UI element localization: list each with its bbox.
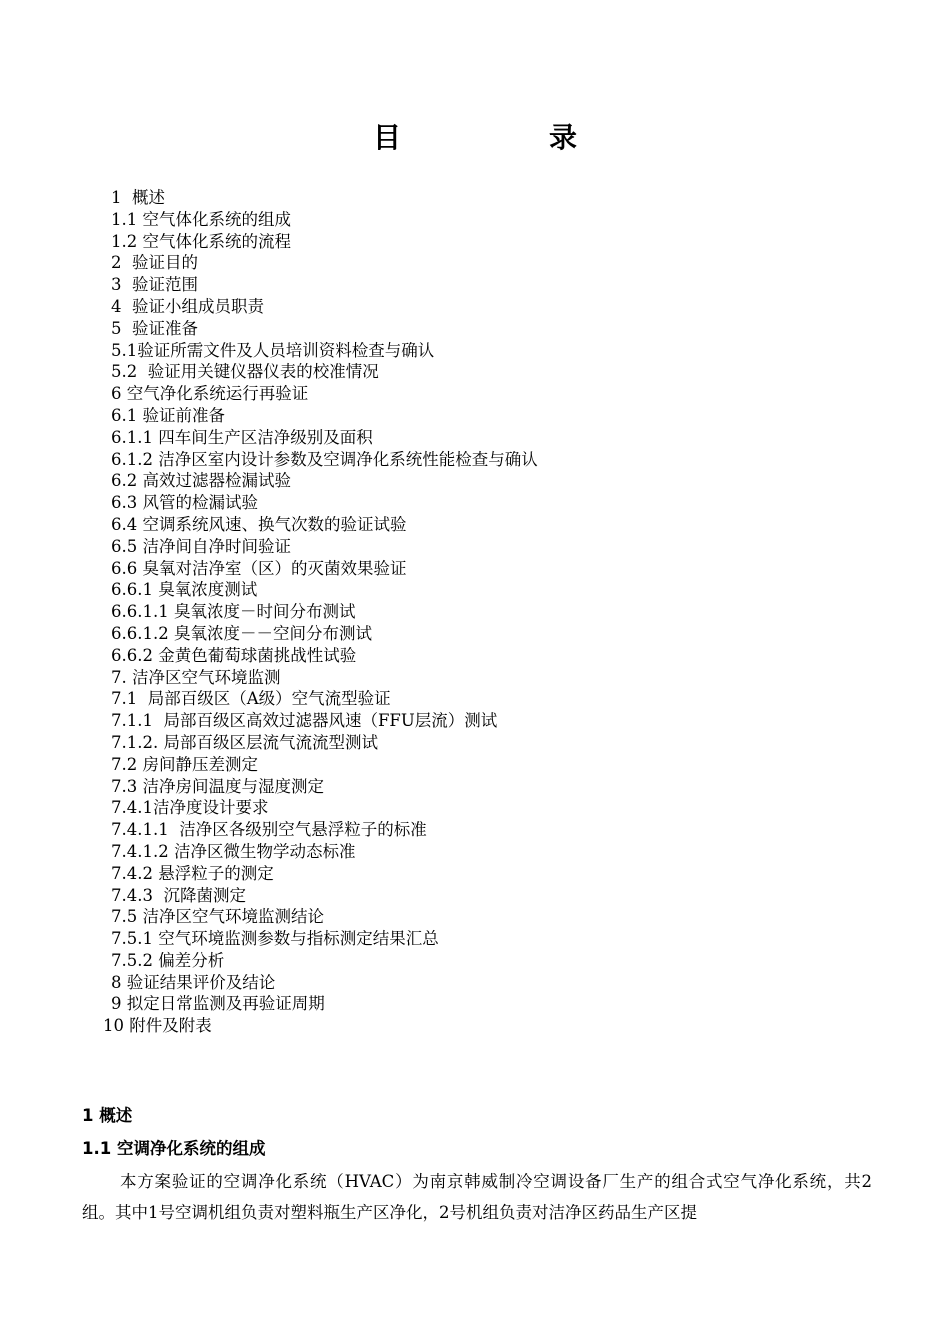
toc-entry-text: 6.1.1 四车间生产区洁净级别及面积 xyxy=(111,427,373,447)
toc-entry xyxy=(0,950,950,972)
toc-entry-text: 7.5.2 偏差分析 xyxy=(111,950,225,970)
toc-entry xyxy=(0,405,950,427)
toc-entry xyxy=(0,187,950,209)
toc-entry xyxy=(0,536,950,558)
toc-entry xyxy=(0,993,950,1015)
toc-entry-text: 5 验证准备 xyxy=(111,318,198,338)
toc-entry-text: 7.5.1 空气环境监测参数与指标测定结果汇总 xyxy=(111,929,439,949)
toc-title: 目 录 xyxy=(372,121,637,154)
toc-entry-text: 9 拟定日常监测及再验证周期 xyxy=(111,994,325,1014)
toc-entry-text: 7.4.1.1 洁净区各级别空气悬浮粒子的标准 xyxy=(111,820,427,840)
table-of-contents xyxy=(0,187,950,1037)
toc-entry xyxy=(0,449,950,471)
toc-entry xyxy=(0,972,950,994)
toc-entry-text: 1.1 空气体化系统的组成 xyxy=(111,209,291,229)
toc-entry-text: 6.3 风管的检漏试验 xyxy=(111,493,258,513)
toc-entry xyxy=(0,252,950,274)
toc-entry-text: 5.2 验证用关键仪器仪表的校准情况 xyxy=(111,362,379,382)
toc-entry-text: 7.4.1.2 洁净区微生物学动态标准 xyxy=(111,841,356,861)
toc-entry xyxy=(0,340,950,362)
toc-entry-text: 7. 洁净区空气环境监测 xyxy=(111,667,281,687)
toc-entry xyxy=(0,754,950,776)
toc-entry-text: 6.6 臭氧对洁净室（区）的灭菌效果验证 xyxy=(111,558,407,578)
toc-entry-text: 6.6.1.1 臭氧浓度－时间分布测试 xyxy=(111,602,356,622)
toc-entry xyxy=(0,579,950,601)
subsection-heading: 1.1 空调净化系统的组成 xyxy=(82,1139,266,1158)
body-paragraph: 本方案验证的空调净化系统（HVAC）为南京韩威制冷空调设备厂生产的组合式空气净化系统，共2组。其中1号空调机组负责对塑料瓶生产区净化，2号机组负责对洁净区药品生产区提 xyxy=(82,1172,872,1222)
toc-entry-text: 6.6.2 金黄色葡萄球菌挑战性试验 xyxy=(111,645,357,665)
section-heading: 1 概述 xyxy=(82,1106,133,1125)
toc-entry-text: 1 概述 xyxy=(111,188,165,207)
toc-entry xyxy=(0,427,950,449)
toc-entry xyxy=(0,906,950,928)
toc-entry xyxy=(0,863,950,885)
toc-entry-text: 7.4.2 悬浮粒子的测定 xyxy=(111,863,274,883)
toc-entry-text: 5.1验证所需文件及人员培训资料检查与确认 xyxy=(111,340,435,360)
toc-entry-text: 7.3 洁净房间温度与湿度测定 xyxy=(111,776,324,796)
toc-entry-text: 7.1.2. 局部百级区层流气流流型测试 xyxy=(111,732,378,752)
toc-entry-text: 6.1 验证前准备 xyxy=(111,405,225,425)
toc-entry-text: 7.5 洁净区空气环境监测结论 xyxy=(111,907,324,927)
toc-entry-text: 7.4.3 沉降菌测定 xyxy=(111,885,246,905)
toc-entry-text: 6.1.2 洁净区室内设计参数及空调净化系统性能检查与确认 xyxy=(111,449,538,469)
toc-entry xyxy=(0,318,950,340)
toc-entry xyxy=(0,667,950,689)
toc-entry xyxy=(0,361,950,383)
toc-entry-text: 4 验证小组成员职责 xyxy=(111,296,264,316)
toc-entry-text: 6.6.1.2 臭氧浓度－－空间分布测试 xyxy=(111,623,372,643)
toc-entry-text: 10 附件及附表 xyxy=(103,1016,212,1036)
toc-entry xyxy=(0,645,950,667)
toc-entry xyxy=(0,797,950,819)
toc-entry xyxy=(0,514,950,536)
toc-entry-text: 7.4.1洁净度设计要求 xyxy=(111,798,269,818)
toc-entry xyxy=(0,296,950,318)
toc-entry-text: 2 验证目的 xyxy=(111,253,198,273)
toc-entry xyxy=(0,231,950,253)
toc-entry-text: 1.2 空气体化系统的流程 xyxy=(111,231,291,251)
toc-entry xyxy=(0,1015,950,1037)
toc-entry xyxy=(0,383,950,405)
toc-entry xyxy=(0,841,950,863)
toc-entry-text: 7.1.1 局部百级区高效过滤器风速（FFU层流）测试 xyxy=(111,711,498,731)
toc-entry xyxy=(0,601,950,623)
toc-entry xyxy=(0,710,950,732)
toc-entry-text: 6.4 空调系统风速、换气次数的验证试验 xyxy=(111,514,407,534)
toc-entry-text: 6.5 洁净间自净时间验证 xyxy=(111,536,291,556)
toc-entry-text: 6.6.1 臭氧浓度测试 xyxy=(111,580,258,600)
toc-entry-text: 8 验证结果评价及结论 xyxy=(111,972,276,992)
toc-entry xyxy=(0,209,950,231)
toc-entry xyxy=(0,688,950,710)
toc-entry xyxy=(0,928,950,950)
toc-entry xyxy=(0,776,950,798)
toc-entry-text: 6.2 高效过滤器检漏试验 xyxy=(111,471,291,491)
toc-entry xyxy=(0,732,950,754)
toc-entry xyxy=(0,885,950,907)
toc-entry-text: 3 验证范围 xyxy=(111,275,198,295)
toc-entry xyxy=(0,558,950,580)
toc-entry-text: 7.1 局部百级区（A级）空气流型验证 xyxy=(111,689,391,709)
toc-entry-text: 7.2 房间静压差测定 xyxy=(111,754,258,774)
toc-entry xyxy=(0,819,950,841)
toc-entry xyxy=(0,470,950,492)
toc-entry-text: 6 空气净化系统运行再验证 xyxy=(111,384,309,404)
toc-entry xyxy=(0,492,950,514)
toc-entry xyxy=(0,274,950,296)
toc-entry xyxy=(0,623,950,645)
